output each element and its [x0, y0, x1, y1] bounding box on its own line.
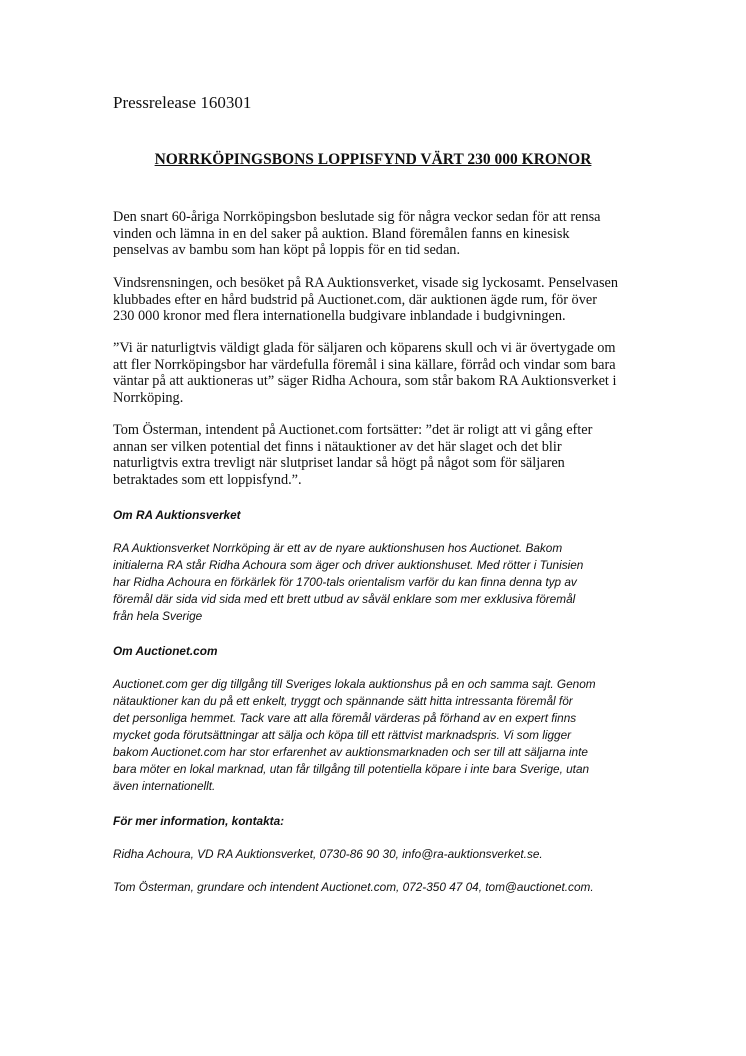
text-line: mycket goda förutsättningar att sälja och köpa till ett rättvist marknadspris. Vi som ligger	[113, 728, 572, 742]
text-line: vinden och lämna in en del saker på auktion. Bland föremålen fanns en kinesisk	[113, 225, 570, 242]
text-line: bara möter en lokal marknad, utan får tillgång till potentiella köpare i inte bara Sverige, utan	[113, 762, 590, 776]
text-line: betraktades som ett loppisfynd.”.	[113, 471, 302, 488]
text-line: från hela Sverige	[113, 609, 203, 623]
paragraph-3	[113, 340, 616, 406]
paragraph-2	[113, 275, 618, 325]
contact-tom: Tom Österman, grundare och intendent Auctionet.com, 072-350 47 04, tom@auctionet.com.	[113, 880, 594, 894]
text-line: Tom Österman, intendent på Auctionet.com fortsätter: ”det är roligt att vi gång efter	[113, 422, 593, 438]
about-auctionet-text	[113, 676, 596, 795]
text-line: att fler Norrköpingsbor har värdefulla föremål i sina källare, förråd och vindar som bara	[113, 356, 616, 373]
contact-heading: För mer information, kontakta:	[113, 814, 285, 828]
text-line: klubbades efter en hård budstrid på Auctionet.com, där auktionen ägde rum, för över	[113, 291, 597, 308]
text-line: RA Auktionsverket Norrköping är ett av de nyare auktionshusen hos Auctionet. Bakom	[113, 541, 563, 555]
text-line: föremål där sida vid sida med ett brett utbud av såväl enklare som mer exklusiva föremål	[113, 592, 576, 606]
text-line: initialerna RA står Ridha Achoura som äger och driver auktionshuset. Med rötter i Tunisien	[113, 558, 584, 572]
headline-text: NORRKÖPINGSBONS LOPPISFYND VÄRT 230 000 KRONOR	[154, 151, 592, 168]
text-line: Den snart 60-åriga Norrköpingsbon beslutade sig för några veckor sedan för att rensa	[113, 209, 601, 225]
text-line: ”Vi är naturligtvis väldigt glada för säljaren och köparens skull och vi är övertygade om	[113, 340, 616, 356]
text-line: även internationellt.	[113, 779, 216, 793]
about-auctionet-heading: Om Auctionet.com	[113, 644, 218, 658]
text-line: Auctionet.com ger dig tillgång till Sveriges lokala auktionshus på en och samma sajt. Genom	[113, 677, 596, 691]
paragraph-1	[113, 209, 601, 259]
text-line: väntar på att auktioneras ut” säger Ridha Achoura, som står bakom RA Auktionsverket i	[113, 373, 617, 390]
headline	[0, 151, 746, 169]
text-line: nätauktioner kan du på ett enkelt, tryggt och spännande sätt hitta intressanta föremål för	[113, 694, 573, 708]
text-line: det personliga hemmet. Tack vare att alla föremål värderas på förhand av en expert finns	[113, 711, 577, 725]
paragraph-4	[113, 422, 592, 488]
text-line: Norrköping.	[113, 389, 184, 406]
text-line: naturligtvis extra trevligt när slutpriset landar så högt på något som för säljaren	[113, 455, 565, 472]
text-line: har Ridha Achoura en förkärlek för 1700-tals orientalism varför du kan finna denna typ av	[113, 575, 577, 589]
about-ra-heading: Om RA Auktionsverket	[113, 508, 241, 522]
text-line: 230 000 kronor med flera internationella budgivare inblandade i budgivningen.	[113, 308, 566, 325]
text-line: annan ser vilken potential det finns i nätauktioner av det här slaget och det blir	[113, 438, 562, 455]
about-ra-text	[113, 540, 583, 625]
press-release-label: Pressrelease 160301	[113, 93, 252, 112]
text-line: Vindsrensningen, och besöket på RA Auktionsverket, visade sig lyckosamt. Penselvasen	[113, 275, 619, 291]
text-line: bakom Auctionet.com har stor erfarenhet av auktionsmarknaden och ser till att säljarna inte	[113, 745, 588, 759]
contact-ridha: Ridha Achoura, VD RA Auktionsverket, 0730-86 90 30, info@ra-auktionsverket.se.	[113, 847, 543, 861]
text-line: penselvas av bambu som han köpt på loppis för en tid sedan.	[113, 242, 461, 259]
